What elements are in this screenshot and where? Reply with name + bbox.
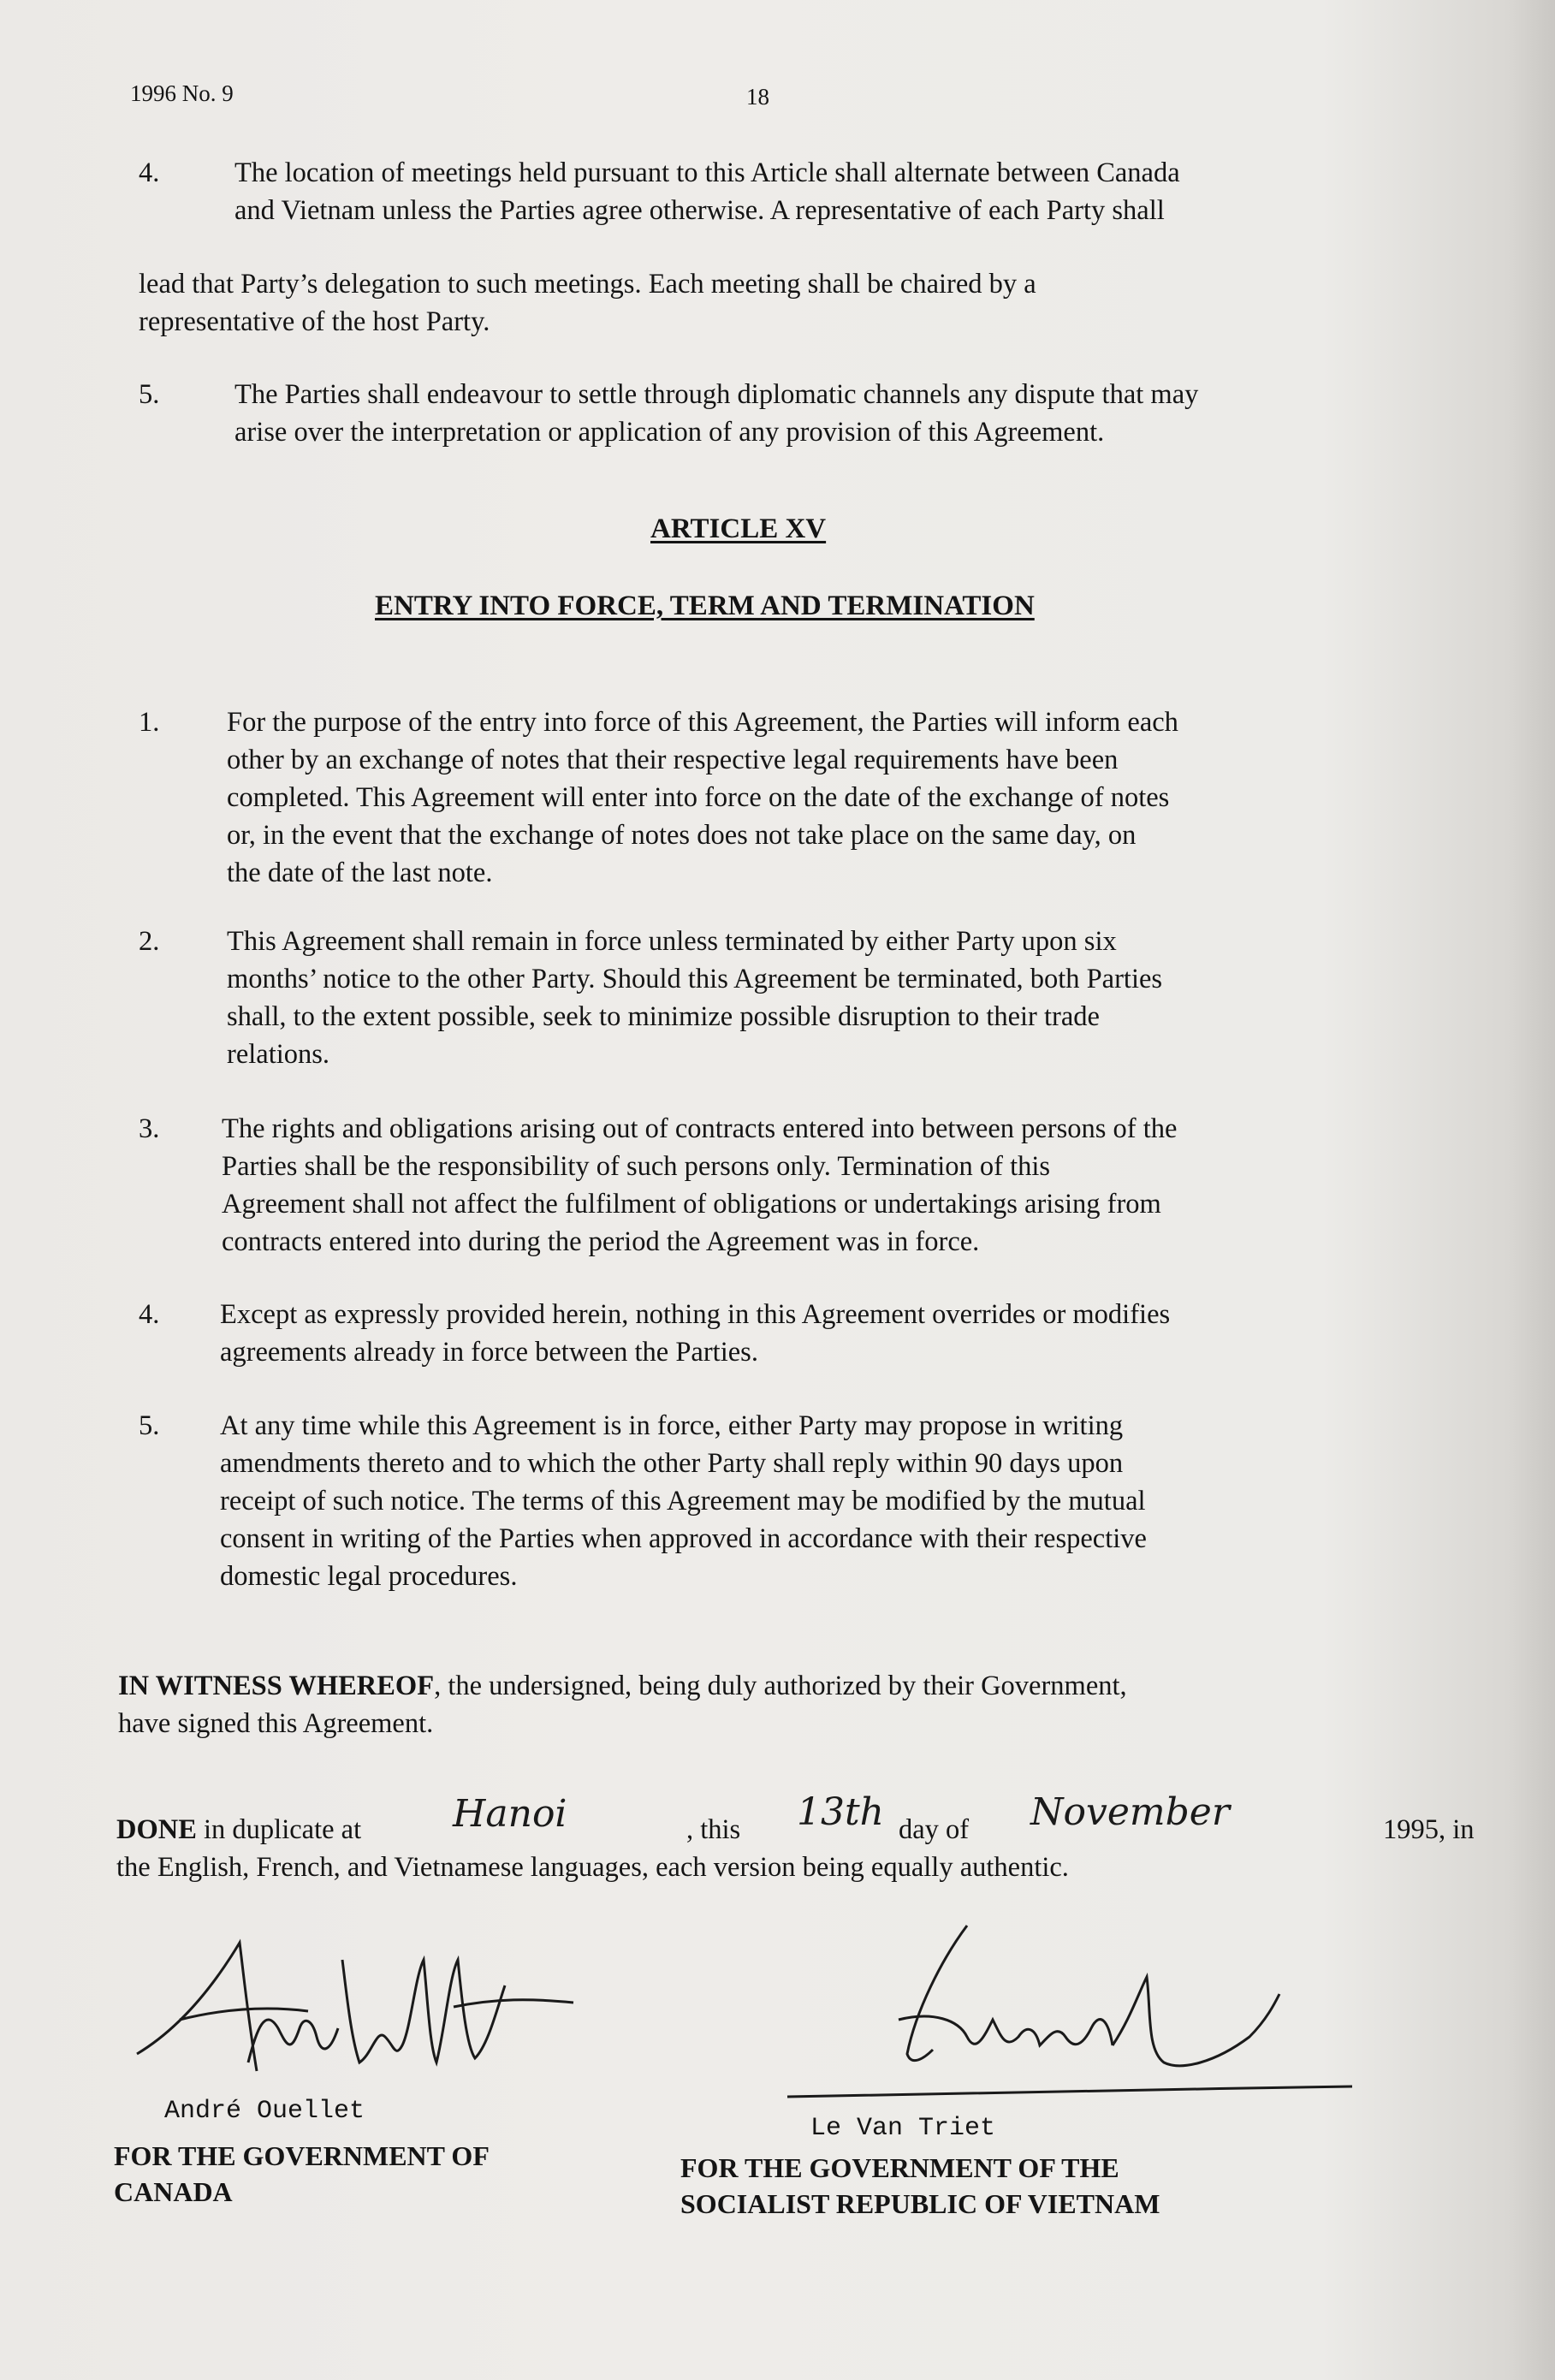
- signature-le-van-triet: [770, 1908, 1361, 2105]
- item-line: completed. This Agreement will enter into force on the date of the exchange of notes: [227, 782, 1170, 813]
- signatory-line: FOR THE GOVERNMENT OF: [114, 2140, 490, 2171]
- item-line: lead that Party’s delegation to such meetings. Each meeting shall be chaired by a: [139, 269, 1036, 300]
- item-line: This Agreement shall remain in force unless terminated by either Party upon six: [227, 926, 1117, 957]
- signatory-line: CANADA: [114, 2176, 233, 2207]
- done-lead: DONE: [116, 1814, 197, 1845]
- item-line: other by an exchange of notes that their respective legal requirements have been: [227, 745, 1119, 775]
- signatory-name-vietnam: Le Van Triet: [810, 2114, 996, 2143]
- handwritten-month: November: [1030, 1790, 1230, 1834]
- item-line: and Vietnam unless the Parties agree otherwise. A representative of each Party shall: [234, 195, 1165, 226]
- signatory-name-canada: André Ouellet: [164, 2097, 365, 2126]
- witness-line-1: , the undersigned, being duly authorized by their Government,: [434, 1671, 1127, 1701]
- item-number: 5.: [139, 379, 160, 410]
- witness-lead: IN WITNESS WHEREOF: [118, 1671, 435, 1701]
- done-clause-line-2: the English, French, and Vietnamese languages, each version being equally authentic.: [116, 1852, 1069, 1883]
- item-line: Parties shall be the responsibility of such persons only. Termination of this: [222, 1151, 1051, 1182]
- item-line: The rights and obligations arising out of contracts entered into between persons of the: [222, 1113, 1178, 1144]
- item-line: For the purpose of the entry into force of this Agreement, the Parties will inform each: [227, 707, 1178, 738]
- signatory-line: SOCIALIST REPUBLIC OF VIETNAM: [680, 2188, 1160, 2219]
- item-line: contracts entered into during the period the Agreement was in force.: [222, 1226, 980, 1257]
- page-number: 18: [746, 84, 769, 110]
- done-in-duplicate: in duplicate at: [196, 1814, 362, 1845]
- signatory-line: FOR THE GOVERNMENT OF THE: [680, 2152, 1119, 2183]
- item-line: Agreement shall not affect the fulfilment of obligations or undertakings arising from: [222, 1189, 1161, 1220]
- item-number: 3.: [139, 1113, 160, 1144]
- article-item-1: [139, 703, 1178, 892]
- item-number: 4.: [139, 157, 160, 188]
- article-title: ARTICLE XV: [650, 513, 827, 544]
- prev-article-item-4-continued: [139, 265, 1036, 341]
- item-number: 5.: [139, 1410, 160, 1441]
- document-reference: 1996 No. 9: [130, 80, 234, 106]
- handwritten-place: Hanoi: [453, 1792, 567, 1836]
- item-line: the date of the last note.: [227, 858, 493, 888]
- item-line: receipt of such notice. The terms of this Agreement may be modified by the mutual: [220, 1486, 1146, 1516]
- item-line: The Parties shall endeavour to settle through diplomatic channels any dispute that may: [234, 379, 1199, 410]
- item-line: consent in writing of the Parties when approved in accordance with their respective: [220, 1523, 1147, 1554]
- done-clause-line-1: [116, 1790, 1503, 1849]
- prev-article-item-4: [139, 154, 1180, 229]
- done-this: , this: [686, 1814, 741, 1845]
- item-number: 4.: [139, 1299, 160, 1330]
- item-line: representative of the host Party.: [139, 306, 490, 337]
- item-line: months’ notice to the other Party. Should this Agreement be terminated, both Parties: [227, 964, 1163, 994]
- done-day-of: day of: [899, 1814, 970, 1845]
- item-line: arise over the interpretation or application of any provision of this Agreement.: [234, 417, 1105, 448]
- prev-article-item-5: [139, 376, 1198, 451]
- article-item-4: [139, 1296, 1170, 1371]
- item-line: At any time while this Agreement is in force, either Party may propose in writing: [220, 1410, 1124, 1441]
- witness-line-2: have signed this Agreement.: [118, 1708, 434, 1739]
- item-number: 1.: [139, 707, 160, 738]
- item-line: The location of meetings held pursuant to this Article shall alternate between Canada: [234, 157, 1180, 188]
- article-item-5: [139, 1407, 1147, 1595]
- item-line: shall, to the extent possible, seek to minimize possible disruption to their trade: [227, 1001, 1100, 1032]
- item-line: amendments thereto and to which the other Party shall reply within 90 days upon: [220, 1448, 1124, 1479]
- item-line: domestic legal procedures.: [220, 1561, 518, 1592]
- article-item-2: [139, 923, 1162, 1073]
- item-line: or, in the event that the exchange of notes does not take place on the same day, on: [227, 820, 1137, 851]
- item-line: agreements already in force between the Parties.: [220, 1337, 758, 1368]
- article-item-3: [139, 1110, 1177, 1261]
- article-subtitle: ENTRY INTO FORCE, TERM AND TERMINATION: [375, 591, 1035, 621]
- signatory-block-vietnam: [680, 2150, 1160, 2222]
- signature-andre-ouellet: [128, 1926, 591, 2088]
- witness-clause: [118, 1667, 1127, 1742]
- signatory-block-canada: [114, 2138, 490, 2210]
- item-line: relations.: [227, 1039, 330, 1070]
- done-year: 1995, in: [1383, 1814, 1475, 1845]
- item-number: 2.: [139, 926, 160, 957]
- item-line: Except as expressly provided herein, nothing in this Agreement overrides or modifies: [220, 1299, 1171, 1330]
- handwritten-day: 13th: [797, 1790, 885, 1834]
